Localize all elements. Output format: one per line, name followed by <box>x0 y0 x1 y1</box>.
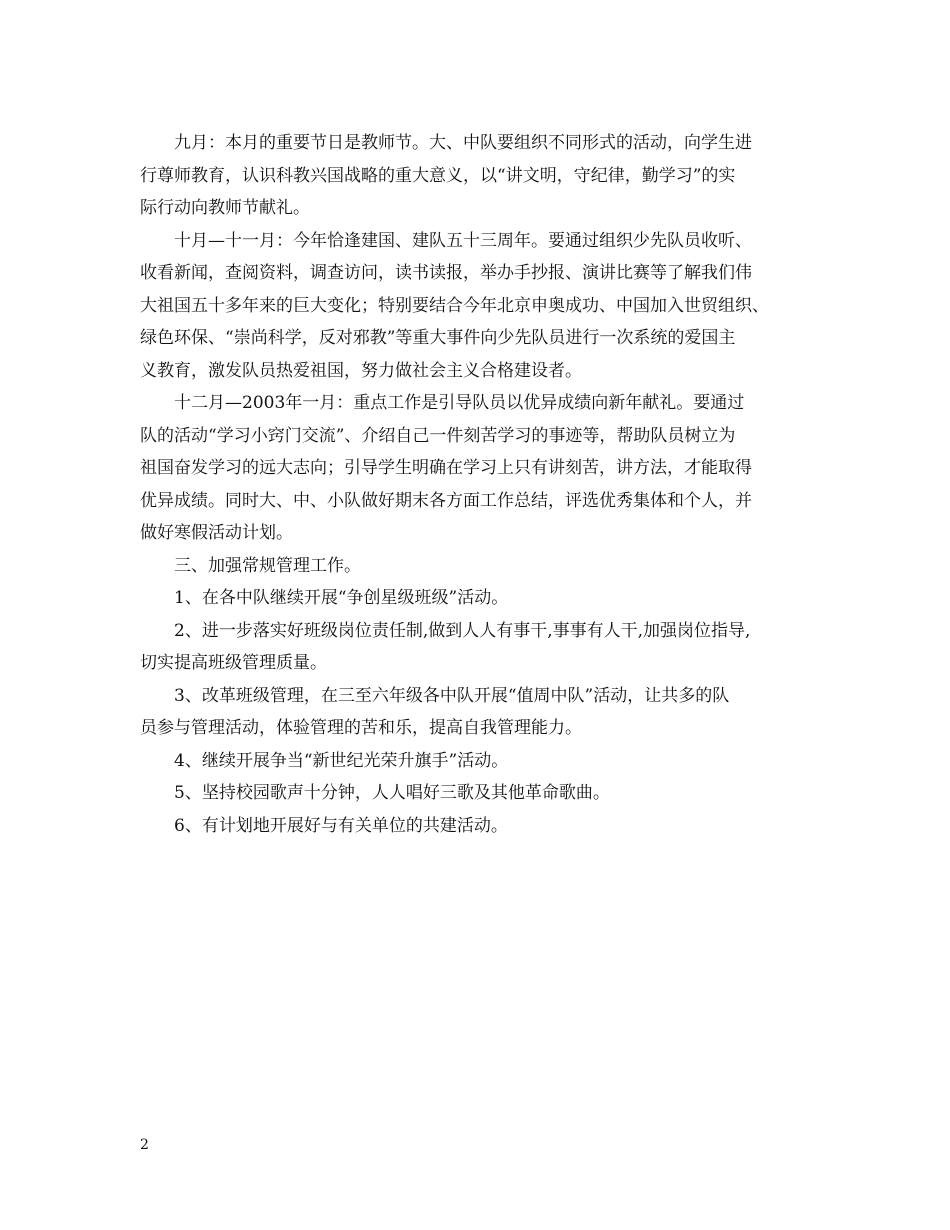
list-item-4 <box>140 745 812 778</box>
text-line: 收看新闻，查阅资料，调查访问，读书读报，举办手抄报、演讲比赛等了解我们伟 <box>140 263 752 283</box>
text-line: 大祖国五十多年来的巨大变化；特别要结合今年北京申奥成功、中国加入世贸组织、 <box>140 295 769 316</box>
section-heading-routine-management <box>140 550 812 583</box>
text-line: 九月：本月的重要节日是教师节。大、中队要组织不同形式的活动，向学生进 <box>174 133 752 153</box>
text-line: 十月—十一月：今年恰逢建国、建队五十三周年。要通过组织少先队员收听、 <box>174 230 752 251</box>
text-line: 4、继续开展争当“新世纪光荣升旗手”活动。 <box>174 750 509 771</box>
text-line: 祖国奋发学习的远大志向；引导学生明确在学习上只有讲刻苦，讲方法，才能取得 <box>140 458 752 478</box>
list-item-2 <box>140 615 812 680</box>
text-line: 做好寒假活动计划。 <box>140 523 293 543</box>
list-item-3 <box>140 680 812 745</box>
text-line: 十二月—2003年一月：重点工作是引导队员以优异成绩向新年献礼。要通过 <box>174 393 745 413</box>
paragraph-december-january <box>140 387 812 550</box>
list-item-5 <box>140 777 812 810</box>
text-line: 切实提高班级管理质量。 <box>140 653 327 673</box>
text-line: 三、加强常规管理工作。 <box>174 555 361 576</box>
list-item-6 <box>140 810 812 843</box>
text-line: 行尊师教育，认识科教兴国战略的重大意义，以“讲文明，守纪律，勤学习”的实 <box>140 165 736 186</box>
paragraph-october-november <box>140 225 812 388</box>
text-line: 义教育，激发队员热爱祖国，努力做社会主义合格建设者。 <box>140 360 582 381</box>
text-line: 际行动向教师节献礼。 <box>140 198 310 218</box>
text-line: 优异成绩。同时大、中、小队做好期末各方面工作总结，评选优秀集体和个人，并 <box>140 490 752 511</box>
text-line: 绿色环保、“崇尚科学，反对邪教”等重大事件向少先队员进行一次系统的爱国主 <box>140 328 736 348</box>
text-line: 1、在各中队继续开展“争创星级班级”活动。 <box>174 588 509 608</box>
page-number: 2 <box>140 1137 149 1153</box>
text-line: 6、有计划地开展好与有关单位的共建活动。 <box>174 815 508 836</box>
text-line: 5、坚持校园歌声十分钟，人人唱好三歌及其他革命歌曲。 <box>174 783 610 803</box>
text-line: 员参与管理活动，体验管理的苦和乐，提高自我管理能力。 <box>140 718 582 738</box>
text-line: 队的活动“学习小窍门交流”、介绍自己一件刻苦学习的事迹等，帮助队员树立为 <box>140 425 736 446</box>
document-body <box>140 127 812 842</box>
text-line: 2、进一步落实好班级岗位责任制,做到人人有事干,事事有人干,加强岗位指导, <box>174 620 751 641</box>
paragraph-september <box>140 127 812 225</box>
list-item-1 <box>140 582 812 615</box>
text-line: 3、改革班级管理，在三至六年级各中队开展“值周中队”活动，让共多的队 <box>174 685 730 706</box>
